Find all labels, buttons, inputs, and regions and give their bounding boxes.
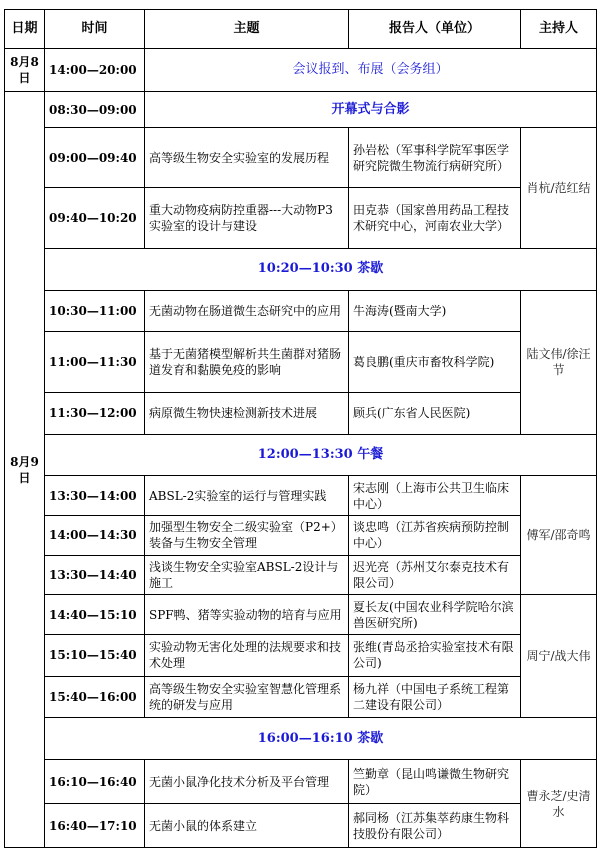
table-row	[5, 635, 597, 677]
table-row	[5, 476, 597, 516]
time-cell: 14:00—20:00	[45, 48, 145, 92]
topic-cell: 无菌小鼠净化技术分析及平台管理	[145, 760, 349, 804]
registration-event: 会议报到、布展（会务组）	[145, 48, 597, 92]
topic-cell: 无菌小鼠的体系建立	[145, 804, 349, 848]
topic-cell: 无菌动物在肠道微生态研究中的应用	[145, 290, 349, 332]
header-row	[5, 10, 597, 49]
time-cell: 08:30—09:00	[45, 92, 145, 127]
topic-cell: 病原微生物快速检测新技术进展	[145, 392, 349, 434]
speaker-cell: 杨九祥（中国电子系统工程第二建设有限公司）	[349, 676, 521, 718]
time-cell: 14:00—14:30	[45, 516, 145, 556]
header-host: 主持人	[521, 10, 597, 49]
time-cell: 09:40—10:20	[45, 188, 145, 249]
time-cell: 11:30—12:00	[45, 392, 145, 434]
header-speaker: 报告人（单位）	[349, 10, 521, 49]
topic-cell: SPF鸭、猪等实验动物的培育与应用	[145, 595, 349, 635]
host-cell: 周宁/战大伟	[521, 595, 597, 718]
host-cell: 曹永芝/史清水	[521, 760, 597, 848]
speaker-cell: 郝同杨（江苏集萃药康生物科技股份有限公司）	[349, 804, 521, 848]
speaker-cell: 孙岩松（军事科学院军事医学研究院微生物流行病研究所）	[349, 127, 521, 188]
host-cell: 肖杭/范红结	[521, 127, 597, 248]
table-row	[5, 804, 597, 848]
topic-cell: 重大动物疫病防控重器---大动物P3实验室的设计与建设	[145, 188, 349, 249]
table-row	[5, 127, 597, 188]
topic-cell: 基于无菌猪模型解析共生菌群对猪肠道发育和黏膜免疫的影响	[145, 332, 349, 393]
table-row	[5, 718, 597, 760]
table-row	[5, 516, 597, 556]
table-row	[5, 332, 597, 393]
time-cell: 13:30—14:00	[45, 476, 145, 516]
lunch-break: 12:00—13:30 午餐	[45, 434, 597, 476]
opening-event: 开幕式与合影	[145, 92, 597, 127]
time-cell: 14:40—15:10	[45, 595, 145, 635]
header-date: 日期	[5, 10, 45, 49]
table-row	[5, 676, 597, 718]
table-row	[5, 595, 597, 635]
host-cell: 傅军/邵奇鸣	[521, 476, 597, 595]
header-time: 时间	[45, 10, 145, 49]
tea-break-2: 16:00—16:10 茶歇	[45, 718, 597, 760]
topic-cell: 加强型生物安全二级实验室（P2+）装备与生物安全管理	[145, 516, 349, 556]
host-cell: 陆文伟/徐汪节	[521, 290, 597, 434]
table-row	[5, 290, 597, 332]
table-row	[5, 392, 597, 434]
time-cell: 09:00—09:40	[45, 127, 145, 188]
speaker-cell: 葛良鹏(重庆市畜牧科学院)	[349, 332, 521, 393]
speaker-cell: 田克恭（国家兽用药品工程技术研究中心，河南农业大学）	[349, 188, 521, 249]
topic-cell: 实验动物无害化处理的法规要求和技术处理	[145, 635, 349, 677]
speaker-cell: 宋志刚（上海市公共卫生临床中心）	[349, 476, 521, 516]
date-cell-day1: 8月8日	[5, 48, 45, 92]
speaker-cell: 迟光亮（苏州艾尔泰克技术有限公司）	[349, 555, 521, 595]
header-topic: 主题	[145, 10, 349, 49]
table-row	[5, 760, 597, 804]
table-row	[5, 92, 597, 127]
time-cell: 16:40—17:10	[45, 804, 145, 848]
date-cell-day2: 8月9日	[5, 92, 45, 848]
table-row	[5, 434, 597, 476]
speaker-cell: 顾兵(广东省人民医院)	[349, 392, 521, 434]
tea-break-1: 10:20—10:30 茶歇	[45, 248, 597, 290]
speaker-cell: 竺勤章（昆山鸣谦微生物研究院）	[349, 760, 521, 804]
table-row	[5, 248, 597, 290]
time-cell: 15:40—16:00	[45, 676, 145, 718]
time-cell: 16:10—16:40	[45, 760, 145, 804]
table-row	[5, 188, 597, 249]
topic-cell: ABSL-2实验室的运行与管理实践	[145, 476, 349, 516]
table-row	[5, 48, 597, 92]
table-row	[5, 555, 597, 595]
topic-cell: 浅谈生物安全实验室ABSL-2设计与施工	[145, 555, 349, 595]
schedule-table	[4, 9, 597, 848]
speaker-cell: 谈忠鸣（江苏省疾病预防控制中心）	[349, 516, 521, 556]
time-cell: 11:00—11:30	[45, 332, 145, 393]
speaker-cell: 张维(青岛丞拾实验室技术有限公司)	[349, 635, 521, 677]
topic-cell: 高等级生物安全实验室的发展历程	[145, 127, 349, 188]
topic-cell: 高等级生物安全实验室智慧化管理系统的研发与应用	[145, 676, 349, 718]
time-cell: 15:10—15:40	[45, 635, 145, 677]
time-cell: 10:30—11:00	[45, 290, 145, 332]
speaker-cell: 夏长友(中国农业科学院哈尔滨兽医研究所)	[349, 595, 521, 635]
time-cell: 13:30—14:40	[45, 555, 145, 595]
speaker-cell: 牛海涛(暨南大学)	[349, 290, 521, 332]
